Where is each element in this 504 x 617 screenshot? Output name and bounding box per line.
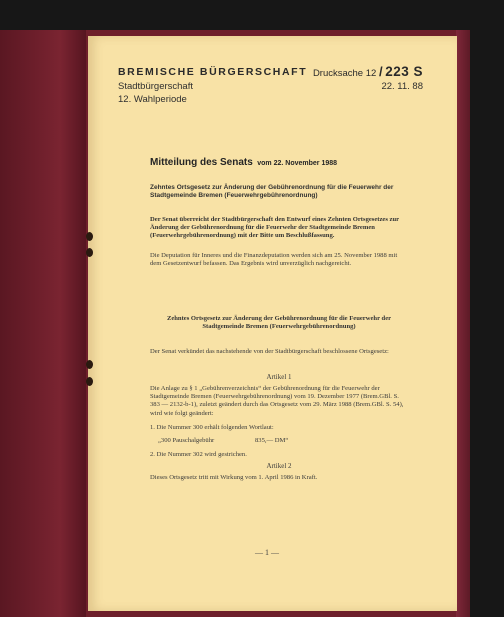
intro-paragraph: Der Senat überreicht der Stadtbürgerschaft den Entwurf eines Zehnten Ortsgesetzes zur Änderung der Gebührenordnung für die Feuerwehr der Stadtgemeinde Bremen (Feuerwehrgebührenordnung) mit der Bitte um Beschlußfassung. [150, 216, 399, 240]
document-date: 22. 11. 88 [381, 81, 423, 92]
fee-value: 835,— DM“ [255, 437, 289, 444]
doc-slash: / [378, 64, 383, 79]
parliament-body: Stadtbürgerschaft [118, 81, 193, 92]
binder-spine [0, 30, 86, 617]
doc-label: Drucksache 12 [312, 68, 377, 79]
punch-hole-2 [86, 248, 93, 257]
punch-hole-3 [86, 360, 93, 369]
punch-hole-4 [86, 377, 93, 386]
punch-hole-1 [86, 232, 93, 241]
doc-number: 223 S [385, 64, 423, 79]
law-title: Zehntes Ortsgesetz zur Änderung der Gebührenordnung für die Feuerwehr der Stadtgemeinde Bremen (Feuerwehrgebührenordnung) [166, 315, 392, 331]
article-1-item-2: 2. Die Nummer 302 wird gestrichen. [150, 451, 247, 458]
deputation-paragraph: Die Deputation für Inneres und die Finanzdeputation werden sich am 25. November 1988 mit dem Gesetzentwurf befassen. Das Ergebnis wird unverzüglich nachgereicht. [150, 252, 398, 268]
article-1-heading: Artikel 1 [266, 373, 292, 381]
article-2-heading: Artikel 2 [266, 462, 292, 470]
promulgation-paragraph: Der Senat verkündet das nachstehende von der Stadtbürgerschaft beschlossene Ortsgesetz: [150, 348, 389, 355]
title-date: vom 22. November 1988 [257, 160, 338, 167]
binder-right-edge [456, 30, 470, 617]
subject-paragraph: Zehntes Ortsgesetz zur Änderung der Gebührenordnung für die Feuerwehr der Stadtgemeinde Bremen (Feuerwehrgebührenordnung) [150, 184, 394, 199]
article-2-text: Dieses Ortsgesetz tritt mit Wirkung vom 1. April 1986 in Kraft. [150, 474, 318, 481]
document-reference [313, 64, 423, 79]
document-title [150, 152, 337, 170]
page-number: — 1 — [255, 548, 279, 557]
article-1-item-1: 1. Die Nummer 300 erhält folgenden Wortlaut: [150, 424, 274, 431]
legislative-period: 12. Wahlperiode [118, 94, 187, 105]
title-main: Mitteilung des Senats [150, 157, 253, 168]
fee-item: „300 Pauschalgebühr [158, 437, 215, 444]
org-name: BREMISCHE BÜRGERSCHAFT [118, 66, 308, 78]
article-1-text: Die Anlage zu § 1 „Gebührenverzeichnis“ der Gebührenordnung für die Feuerwehr der Stadtgemeinde Bremen (Feuerwehrgebührenordnung) vom 19. Dezember 1977 (Brem.GBl. S. 383 — 2132-b-1), zuletzt geändert durch das Ortsgesetz vom 29. März 1988 (Brem.GBl. S. 54), wird wie folgt geändert: [150, 385, 404, 417]
